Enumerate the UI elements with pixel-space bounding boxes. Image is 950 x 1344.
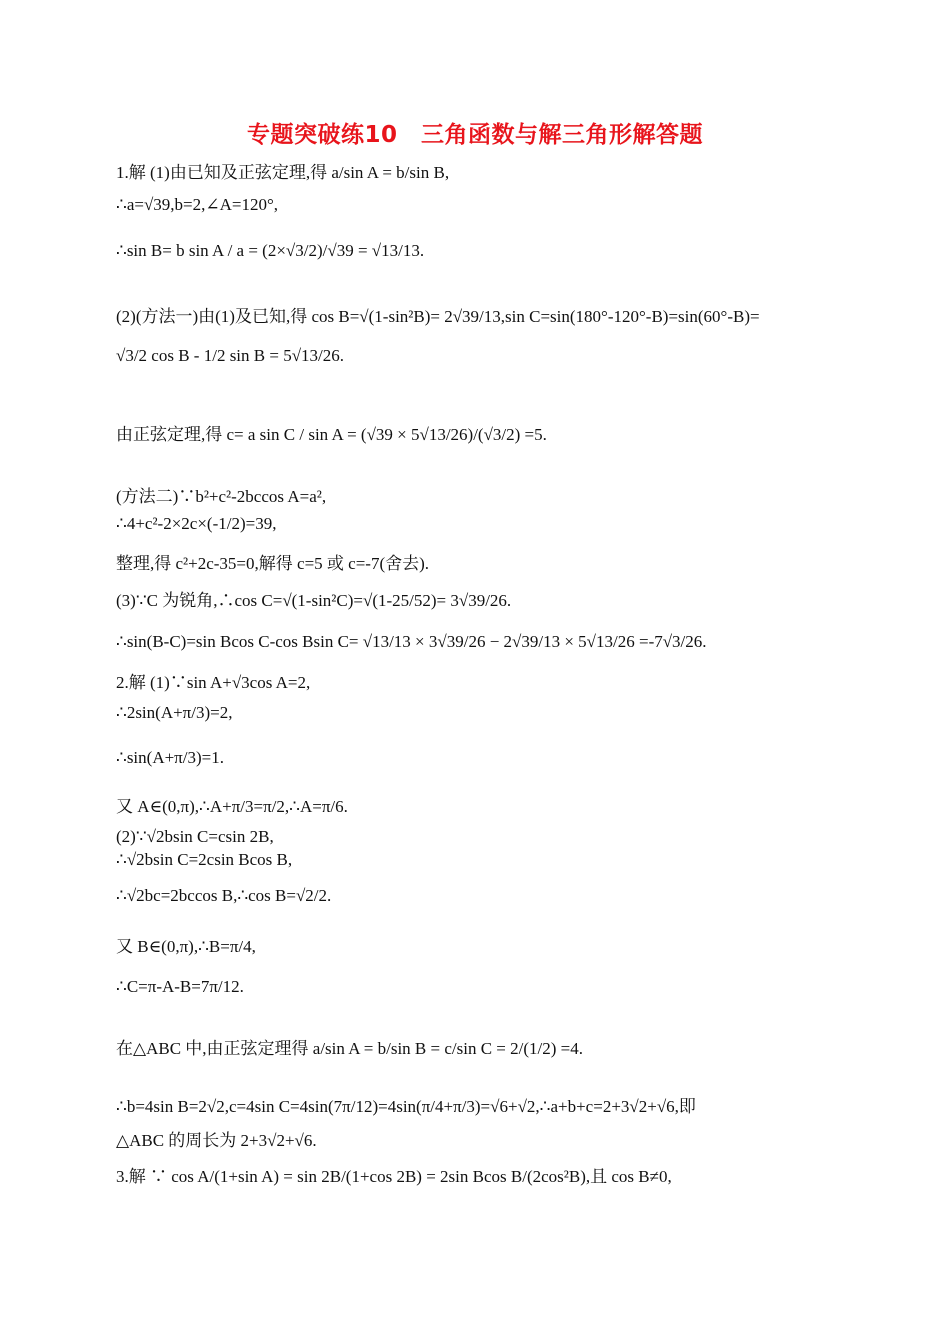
text-line: ∴a=√39,b=2,∠A=120°, xyxy=(116,195,279,214)
text-line: ∴b=4sin B=2√2,c=4sin C=4sin(7π/12)=4sin(π/4+π/3)=√6+√2,∴a+b+c=2+3√2+√6,即 xyxy=(116,1097,696,1116)
text-line: 又 A∈(0,π),∴A+π/3=π/2,∴A=π/6. xyxy=(116,797,348,816)
text-line: 又 B∈(0,π),∴B=π/4, xyxy=(116,937,256,956)
page-title: 专题突破练10 三角函数与解三角形解答题 xyxy=(246,122,703,148)
text-line: (2)(方法一)由(1)及已知,得 cos B=√(1-sin²B)= 2√39/13,sin C=sin(180°-120°-B)=sin(60°-B)= xyxy=(116,307,760,326)
text-line: ∴C=π-A-B=7π/12. xyxy=(116,977,244,996)
text-line: √3/2 cos B - 1/2 sin B = 5√13/26. xyxy=(116,346,345,365)
text-line: ∴4+c²-2×2c×(-1/2)=39, xyxy=(116,514,277,533)
text-line: ∴2sin(A+π/3)=2, xyxy=(116,703,233,722)
text-line: ∴sin(B-C)=sin Bcos C-cos Bsin C= √13/13 × 3√39/26 − 2√39/13 × 5√13/26 =-7√3/26. xyxy=(116,632,707,651)
text-line: (3)∵C 为锐角,∴cos C=√(1-sin²C)=√(1-25/52)= 3√39/26. xyxy=(116,591,512,610)
text-line: ∴√2bsin C=2csin Bcos B, xyxy=(116,850,293,869)
text-line: 3.解 ∵ cos A/(1+sin A) = sin 2B/(1+cos 2B) = 2sin Bcos B/(2cos²B),且 cos B≠0, xyxy=(116,1167,672,1186)
text-line: △ABC 的周长为 2+3√2+√6. xyxy=(116,1131,317,1150)
text-line: ∴√2bc=2bccos B,∴cos B=√2/2. xyxy=(116,886,332,905)
text-line: ∴sin B= b sin A / a = (2×√3/2)/√39 = √13/13. xyxy=(116,241,425,260)
text-line: 由正弦定理,得 c= a sin C / sin A = (√39 × 5√13/26)/(√3/2) =5. xyxy=(116,425,547,444)
text-line: 2.解 (1)∵sin A+√3cos A=2, xyxy=(116,673,311,692)
text-line: 1.解 (1)由已知及正弦定理,得 a/sin A = b/sin B, xyxy=(116,163,450,182)
text-line: ∴sin(A+π/3)=1. xyxy=(116,748,224,767)
text-line: 整理,得 c²+2c-35=0,解得 c=5 或 c=-7(舍去). xyxy=(116,554,430,573)
text-line: 在△ABC 中,由正弦定理得 a/sin A = b/sin B = c/sin C = 2/(1/2) =4. xyxy=(116,1039,584,1058)
text-line: (方法二)∵b²+c²-2bccos A=a², xyxy=(116,487,327,506)
text-line: (2)∵√2bsin C=csin 2B, xyxy=(116,827,274,846)
